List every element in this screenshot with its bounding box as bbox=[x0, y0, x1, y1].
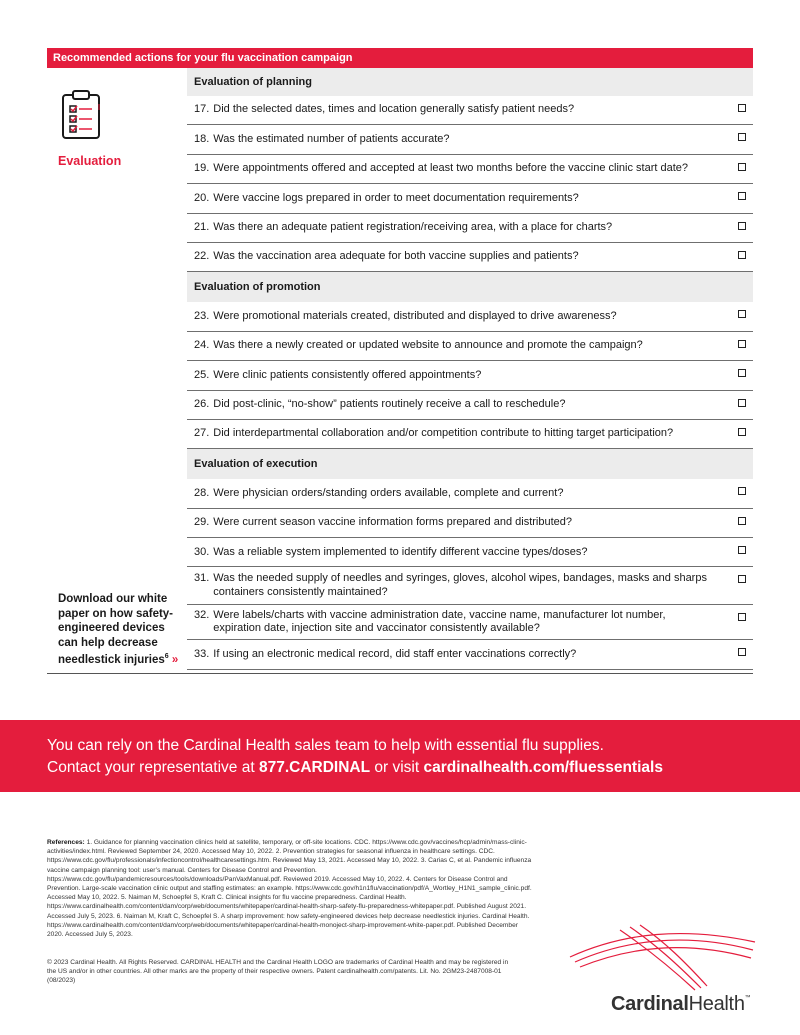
question-text: Were current season vaccine information forms prepared and distributed? bbox=[213, 516, 572, 529]
question-text: Was a reliable system implemented to identify different vaccine types/doses? bbox=[213, 545, 588, 558]
checklist-item bbox=[187, 567, 753, 605]
category-label: Evaluation bbox=[58, 154, 122, 168]
clipboard-checklist-icon bbox=[61, 90, 101, 140]
banner-line-1: You can rely on the Cardinal Health sales team to help with essential flu supplies. bbox=[47, 737, 604, 754]
section-heading: Evaluation of execution bbox=[187, 449, 753, 479]
question-number: 18. bbox=[194, 132, 210, 145]
banner-contact-text: Contact your representative at bbox=[47, 759, 259, 776]
website-link[interactable]: cardinalhealth.com/fluessentials bbox=[423, 759, 663, 776]
checkbox-icon[interactable] bbox=[738, 310, 746, 318]
logo-text-health: Health bbox=[688, 993, 745, 1015]
chevron-right-icon: » bbox=[171, 653, 179, 666]
checklist-item bbox=[187, 332, 753, 361]
logo-wordmark bbox=[611, 993, 750, 1016]
question-text: Did the selected dates, times and location generally satisfy patient needs? bbox=[213, 103, 575, 116]
checklist-item bbox=[187, 420, 753, 449]
question-number: 20. bbox=[194, 191, 210, 204]
logo-tm: ™ bbox=[744, 995, 751, 1001]
question-number: 24. bbox=[194, 339, 210, 352]
checkbox-icon[interactable] bbox=[738, 428, 746, 436]
question-number: 31. bbox=[194, 572, 210, 585]
checkbox-icon[interactable] bbox=[738, 192, 746, 200]
references-text: 1. Guidance for planning vaccination clinics held at satellite, temporary, or off-site locations. CDC. https://www.cdc.gov/vaccines/hcp/admin/mass-clinic-activities/index.html. Reviewed September 24, 2020. Accessed May 10, 2022. 2. Prevention strategies for seasonal influenza in healthcare settings. CDC. https://www.cdc.gov/flu/professionals/infectioncontrol/healthcaresettings.htm. Reviewed May 13, 2021. Accessed May 10, 2022. 3. Carias C, et al. Pandemic influenza vaccine campaign planning tool: user’s manual. Centers for Disease Control and Prevention. https://www.cdc.gov/flu/pandemicresources/tools/downloads/PanVaxManual.pdf. Reviewed 2019. Accessed May 10, 2022. 4. Centers for Disease Control and Prevention. Large-scale vaccination clinic output and staffing estimates: an example. https://www.cdc.gov/h1n1flu/vaccination/pdf/A_Wortley_H1N1_sample_clinic.pdf. Accessed May 10, 2022. 5. Naiman M, Schoepfel S, Kraft C. Clinical insights for flu vaccine preparedness. Cardinal Health. https://www.cardinalhealth.com/content/dam/corp/web/documents/whitepaper/cardinal-health-sharp-safety-flu-preparedness-whitepaper.pdf. Published August 2021. Accessed July 5, 2023. 6. Naiman M, Kraft C, Schoepfel S. A sharp improvement: how safety-engineered devices help decrease needlestick injuries. Cardinal Health. https://www.cardinalhealth.com/content/dam/corp/web/documents/whitepaper/cardinal-health-monoject-sharp-improvement-white-paper.pdf. Published December 2020. Accessed July 5, 2023. bbox=[47, 839, 532, 939]
checklist-item bbox=[187, 96, 753, 125]
question-text: Was the needed supply of needles and syringes, gloves, alcohol wipes, bandages, masks and sharps containers consistently maintained? bbox=[213, 572, 707, 598]
divider bbox=[47, 673, 753, 674]
question-number: 21. bbox=[194, 221, 210, 233]
checkbox-icon[interactable] bbox=[738, 369, 746, 377]
checklist-item bbox=[187, 243, 753, 272]
checklist-item bbox=[187, 214, 753, 243]
question-text: Was there a newly created or updated website to announce and promote the campaign? bbox=[213, 339, 643, 352]
contact-banner bbox=[0, 720, 800, 792]
phone-link[interactable]: 877.CARDINAL bbox=[258, 759, 371, 776]
checklist-item bbox=[187, 184, 753, 213]
question-text: Was the vaccination area adequate for both vaccine supplies and patients? bbox=[213, 250, 579, 263]
checklist-item bbox=[187, 125, 753, 154]
question-text: Were appointments offered and accepted at least two months before the vaccine clinic start date? bbox=[213, 162, 688, 175]
references bbox=[47, 838, 532, 939]
question-text: Were promotional materials created, distributed and displayed to drive awareness? bbox=[213, 309, 617, 322]
question-number: 23. bbox=[194, 309, 210, 322]
checklist-item bbox=[187, 605, 753, 640]
question-number: 25. bbox=[194, 368, 210, 381]
checkbox-icon[interactable] bbox=[738, 340, 746, 348]
question-text: Did post-clinic, “no-show” patients routinely receive a call to reschedule? bbox=[213, 397, 566, 410]
question-number: 26. bbox=[194, 397, 210, 410]
banner-visit-text: or visit bbox=[370, 759, 424, 776]
section-header-bar bbox=[47, 48, 753, 68]
checkbox-icon[interactable] bbox=[738, 399, 746, 407]
references-label: References: bbox=[47, 839, 85, 846]
checkbox-icon[interactable] bbox=[738, 546, 746, 554]
question-text: Were physician orders/standing orders available, complete and current? bbox=[213, 486, 564, 499]
question-number: 22. bbox=[194, 250, 210, 263]
checklist-item bbox=[187, 479, 753, 508]
question-text: Was there an adequate patient registration/receiving area, with a place for charts? bbox=[213, 221, 613, 233]
question-text: Were vaccine logs prepared in order to meet documentation requirements? bbox=[213, 191, 579, 204]
download-text: Download our white paper on how safety-engineered devices can help decrease needlestick injuries bbox=[58, 593, 174, 666]
checkbox-icon[interactable] bbox=[738, 517, 746, 525]
section-heading: Evaluation of planning bbox=[187, 68, 753, 96]
question-text: Did interdepartmental collaboration and/or competition contribute to hitting target participation? bbox=[213, 427, 674, 440]
question-number: 30. bbox=[194, 545, 210, 558]
checkbox-icon[interactable] bbox=[738, 575, 746, 583]
checkbox-icon[interactable] bbox=[738, 222, 746, 230]
checklist-item bbox=[187, 640, 753, 669]
checklist-item bbox=[187, 538, 753, 567]
checkbox-icon[interactable] bbox=[738, 613, 746, 621]
question-number: 28. bbox=[194, 486, 210, 499]
checkbox-icon[interactable] bbox=[738, 648, 746, 656]
legal-notice: © 2023 Cardinal Health. All Rights Reserved. CARDINAL HEALTH and the Cardinal Health LOGO are trademarks of Cardinal Health and may be registered in the US and/or in other countries. All other marks are the property of their respective owners. Patent cardinalhealth.com/patents. Lit. No. 2GM23-2487008-01 (08/2023) bbox=[47, 959, 509, 985]
cardinal-health-logo bbox=[565, 922, 760, 992]
question-number: 27. bbox=[194, 427, 210, 440]
checklist-item bbox=[187, 302, 753, 331]
checklist-item bbox=[187, 155, 753, 184]
download-whitepaper-link[interactable] bbox=[58, 592, 183, 667]
checkbox-icon[interactable] bbox=[738, 104, 746, 112]
checkbox-icon[interactable] bbox=[738, 487, 746, 495]
checklist-table bbox=[187, 68, 753, 670]
checklist-item bbox=[187, 509, 753, 538]
download-footnote: 6 bbox=[164, 653, 169, 660]
checkbox-icon[interactable] bbox=[738, 163, 746, 171]
checklist-item bbox=[187, 361, 753, 390]
header-title: Recommended actions for your flu vaccination campaign bbox=[53, 52, 353, 64]
question-text: Were labels/charts with vaccine administration date, vaccine name, manufacturer lot number, expiration date, injection site and vaccinator consistently available? bbox=[213, 608, 666, 635]
section-heading: Evaluation of promotion bbox=[187, 272, 753, 302]
checkbox-icon[interactable] bbox=[738, 133, 746, 141]
banner-line-2 bbox=[47, 759, 663, 777]
question-number: 32. bbox=[194, 608, 210, 621]
checklist-item bbox=[187, 391, 753, 420]
question-number: 19. bbox=[194, 162, 210, 175]
question-text: If using an electronic medical record, did staff enter vaccinations correctly? bbox=[213, 647, 577, 660]
question-number: 33. bbox=[194, 647, 210, 660]
question-text: Were clinic patients consistently offered appointments? bbox=[213, 368, 482, 381]
logo-text-cardinal: Cardinal bbox=[611, 993, 689, 1015]
question-number: 29. bbox=[194, 516, 210, 529]
question-number: 17. bbox=[194, 103, 210, 116]
question-text: Was the estimated number of patients accurate? bbox=[213, 132, 450, 145]
checkbox-icon[interactable] bbox=[738, 251, 746, 259]
